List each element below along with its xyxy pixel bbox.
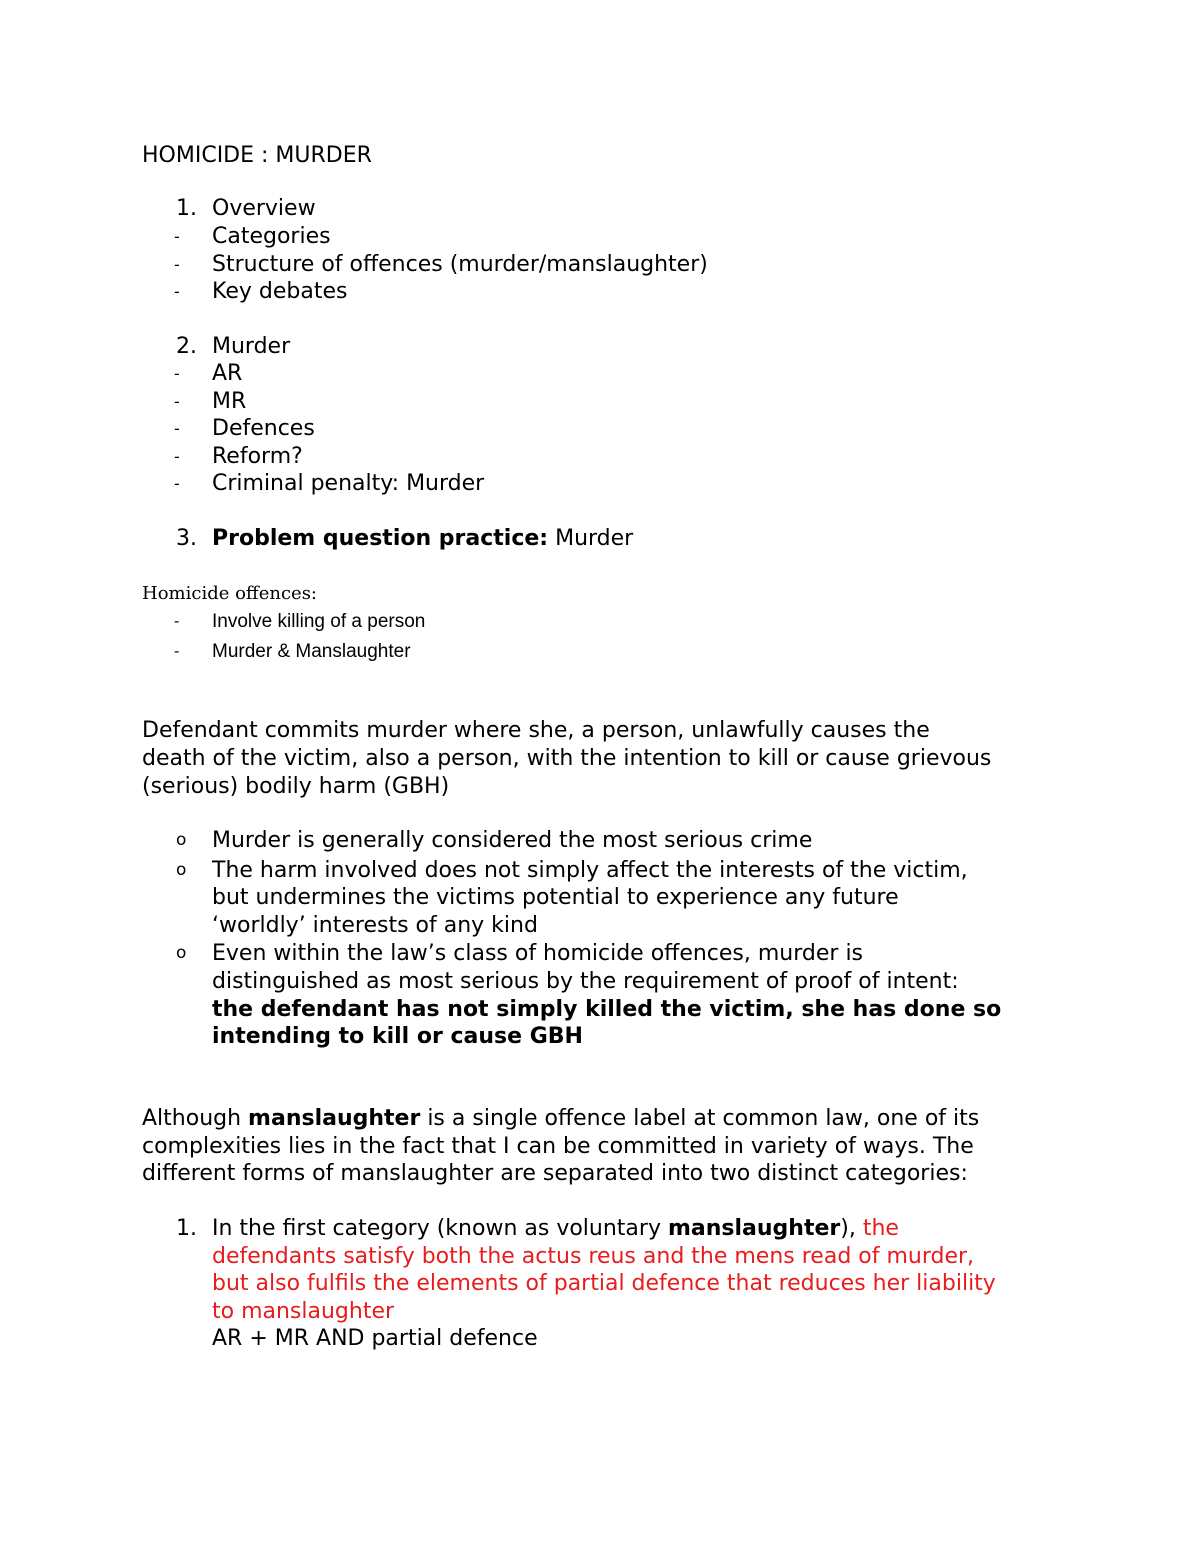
highlighted-line: to manslaughter [212, 1299, 395, 1324]
dash-bullet: - [174, 227, 180, 246]
section-heading: Homicide offences: [142, 583, 317, 604]
bullet-text: ‘worldly’ interests of any kind [212, 913, 538, 938]
outline-heading [212, 525, 633, 553]
list-item-text: Murder & Manslaughter [212, 641, 411, 662]
dash-bullet: - [174, 255, 180, 274]
outline-heading: Murder [212, 334, 291, 359]
highlighted-line: but also fulfils the elements of partial defence that reduces her liability [212, 1271, 996, 1296]
list-item-text: MR [212, 389, 247, 414]
dash-bullet: - [174, 613, 180, 630]
list-item-text: Structure of offences (murder/manslaughter) [212, 252, 708, 277]
list-item-text: Defences [212, 416, 315, 441]
paragraph-line: (serious) bodily harm (GBH) [142, 774, 450, 799]
paragraph-line: Defendant commits murder where she, a person, unlawfully causes the [142, 718, 930, 743]
formula-line: AR + MR AND partial defence [212, 1326, 538, 1351]
outline-heading-rest: Murder [548, 526, 634, 551]
list-item-text: Key debates [212, 279, 348, 304]
list-item-text: AR [212, 361, 243, 386]
document-title: HOMICIDE : MURDER [142, 143, 372, 168]
outline-number: 3. [176, 526, 197, 551]
dash-bullet: - [174, 282, 180, 301]
dash-bullet: - [174, 364, 180, 383]
bullet-text: The harm involved does not simply affect the interests of the victim, [212, 858, 968, 883]
paragraph-line: different forms of manslaughter are separated into two distinct categories: [142, 1161, 968, 1186]
bullet-text: Murder is generally considered the most serious crime [212, 828, 813, 853]
text-run: ), [840, 1216, 863, 1241]
text-run-red: the [862, 1216, 899, 1241]
list-item-text: Criminal penalty: Murder [212, 471, 485, 496]
text-run-bold: manslaughter [248, 1106, 421, 1131]
text-run-bold: manslaughter [667, 1216, 841, 1241]
list-item-text: Involve killing of a person [212, 611, 426, 632]
paragraph-line: death of the victim, also a person, with the intention to kill or cause grievous [142, 746, 992, 771]
text-run: is a single offence label at common law, one of its [420, 1106, 980, 1131]
bullet-text-bold: the defendant has not simply killed the victim, she has done so [212, 997, 1002, 1022]
circle-bullet: o [176, 830, 187, 850]
bullet-text-bold: intending to kill or cause GBH [212, 1024, 583, 1049]
circle-bullet: o [176, 943, 187, 963]
outline-heading-bold: Problem question practice: [212, 526, 549, 551]
dash-bullet: - [174, 474, 180, 493]
outline-number: 1. [176, 196, 197, 221]
bullet-text: but undermines the victims potential to experience any future [212, 885, 899, 910]
circle-bullet: o [176, 860, 187, 880]
list-item-text: Reform? [212, 444, 303, 469]
dash-bullet: - [174, 447, 180, 466]
outline-number: 2. [176, 334, 197, 359]
dash-bullet: - [174, 392, 180, 411]
bullet-text: distinguished as most serious by the requirement of proof of intent: [212, 969, 959, 994]
category-number: 1. [176, 1216, 197, 1241]
dash-bullet: - [174, 419, 180, 438]
category-text [212, 1215, 899, 1243]
text-run: In the first category (known as voluntary [212, 1216, 668, 1241]
outline-heading: Overview [212, 196, 316, 221]
text-run: Although [142, 1106, 249, 1131]
dash-bullet: - [174, 643, 180, 660]
highlighted-line: defendants satisfy both the actus reus and the mens read of murder, [212, 1244, 975, 1269]
paragraph-line [142, 1105, 979, 1133]
bullet-text: Even within the law’s class of homicide offences, murder is [212, 941, 864, 966]
list-item-text: Categories [212, 224, 331, 249]
paragraph-line: complexities lies in the fact that I can be committed in variety of ways. The [142, 1134, 974, 1159]
